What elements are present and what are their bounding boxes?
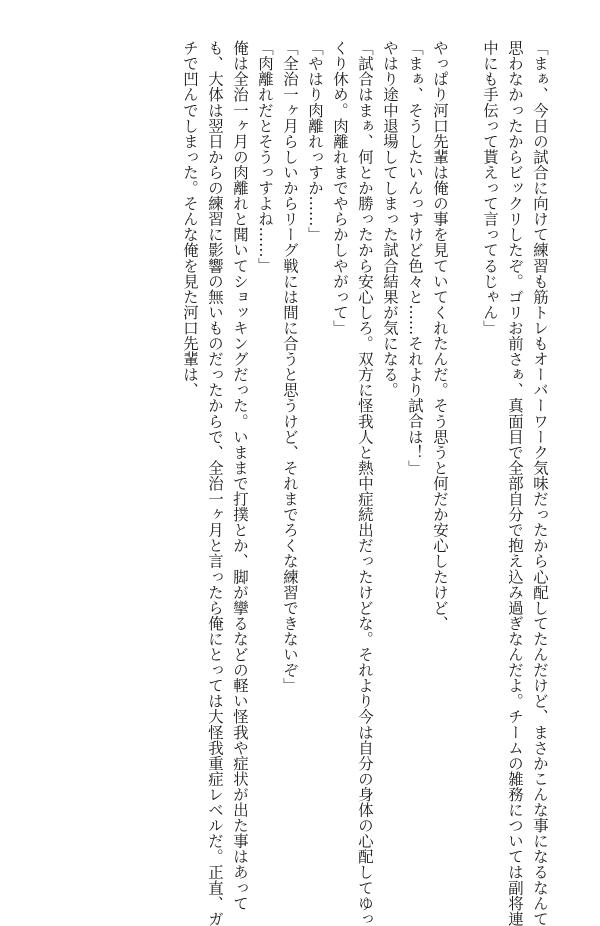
text-line: も、大体は翌日からの練習に影響の無いものだったからで、全治一ヶ月と言ったら俺にとっては大怪我重症レベルだ。正直、ガ bbox=[206, 40, 224, 926]
blank-line bbox=[452, 40, 477, 764]
text-line: やはり途中退場してしまった試合結果が気になる。 bbox=[381, 40, 399, 398]
text-line: 「まぁ、今日の試合に向けて練習も筋トレもオーバーワーク気味だったから心配してたんだけど、まさかこんな事になるなんて bbox=[531, 40, 549, 926]
text-line: 「全治一ヶ月らしいからリーグ戦には間に合うと思うけど、それまでろくな練習できないぞ」 bbox=[281, 40, 299, 694]
text-line: 中にも手伝って貰えって言ってるじゃん」 bbox=[481, 40, 499, 336]
text-line: 「試合はまぁ、何とか勝ったから安心しろ。双方に怪我人と熱中症続出だったけどな。それより今は自分の身体の心配してゆっ bbox=[356, 40, 374, 926]
text-line: 「肉離れだとそうっすよね……」 bbox=[256, 40, 274, 274]
text-line: 「まぁ、そうしたいんっすけど色々と……それより試合は！」 bbox=[406, 40, 424, 476]
text-line: チで凹んでしまった。そんな俺を見た河口先輩は、 bbox=[181, 40, 199, 398]
vertical-text-body bbox=[177, 40, 552, 926]
text-line: 俺は全治一ヶ月の肉離れと聞いてショッキングだった。いままで打撲とか、脚が攣るなどの軽い怪我や症状が出た事はあって bbox=[231, 40, 249, 911]
text-line: やっぱり河口先輩は俺の事を見ていてくれたんだ。そう思うと何だか安心したけど、 bbox=[431, 40, 449, 631]
text-line: 「やはり肉離れっすか……」 bbox=[306, 40, 324, 243]
text-line: 思わなかったからビックリしたぞ。ゴリお前さぁ、真面目で全部自分で抱え込み過ぎなんだよ。チームの雑務については副将連 bbox=[506, 40, 524, 926]
text-line: くり休め。肉離れまでやらかしやがって」 bbox=[331, 40, 349, 336]
